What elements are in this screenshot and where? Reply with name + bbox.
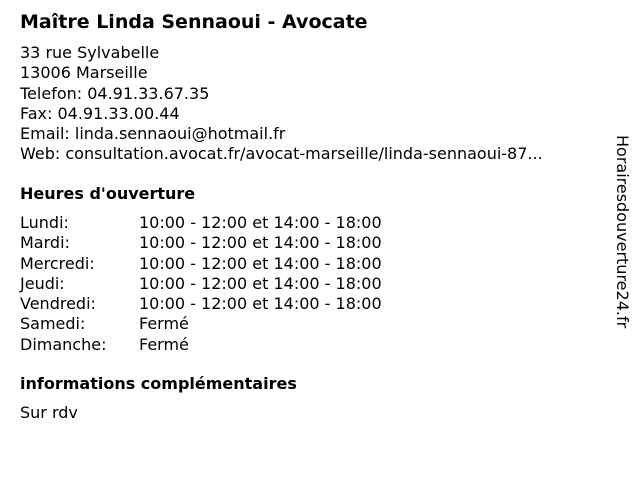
hours-row-thursday: [20, 274, 382, 294]
day-label: Jeudi:: [20, 273, 65, 293]
site-watermark: Horairesdouverture24.fr: [613, 135, 632, 329]
time-value: 10:00 - 12:00 et 14:00 - 18:00: [139, 294, 382, 314]
hours-row-monday: [20, 213, 382, 233]
day-label: Vendredi:: [20, 294, 96, 314]
hours-row-wednesday: [20, 254, 382, 274]
time-value: Fermé: [139, 334, 189, 354]
address-city: 13006 Marseille: [20, 63, 148, 83]
phone-number: Telefon: 04.91.33.67.35: [20, 83, 210, 103]
day-label: Dimanche:: [20, 334, 107, 354]
time-value: Fermé: [139, 314, 189, 334]
additional-info-text: Sur rdv: [20, 403, 78, 422]
website-url: Web: consultation.avocat.fr/avocat-marseille/linda-sennaoui-87...: [20, 144, 543, 164]
opening-hours-table: [20, 213, 382, 355]
hours-row-sunday: [20, 335, 382, 355]
day-label: Mercredi:: [20, 253, 95, 273]
hours-row-tuesday: [20, 233, 382, 253]
contact-block: [20, 43, 543, 165]
day-label: Lundi:: [20, 213, 69, 232]
address-street: 33 rue Sylvabelle: [20, 43, 160, 62]
time-value: 10:00 - 12:00 et 14:00 - 18:00: [139, 213, 382, 232]
time-value: 10:00 - 12:00 et 14:00 - 18:00: [139, 253, 382, 273]
day-label: Mardi:: [20, 233, 70, 253]
day-label: Samedi:: [20, 314, 86, 334]
hours-row-saturday: [20, 314, 382, 334]
time-value: 10:00 - 12:00 et 14:00 - 18:00: [139, 233, 382, 253]
opening-hours-heading: Heures d'ouverture: [20, 184, 196, 203]
email-address: Email: linda.sennaoui@hotmail.fr: [20, 124, 286, 144]
additional-info-heading: informations complémentaires: [20, 374, 297, 393]
fax-number: Fax: 04.91.33.00.44: [20, 103, 180, 123]
hours-row-friday: [20, 294, 382, 314]
page-title: Maître Linda Sennaoui - Avocate: [20, 11, 368, 33]
time-value: 10:00 - 12:00 et 14:00 - 18:00: [139, 273, 382, 293]
